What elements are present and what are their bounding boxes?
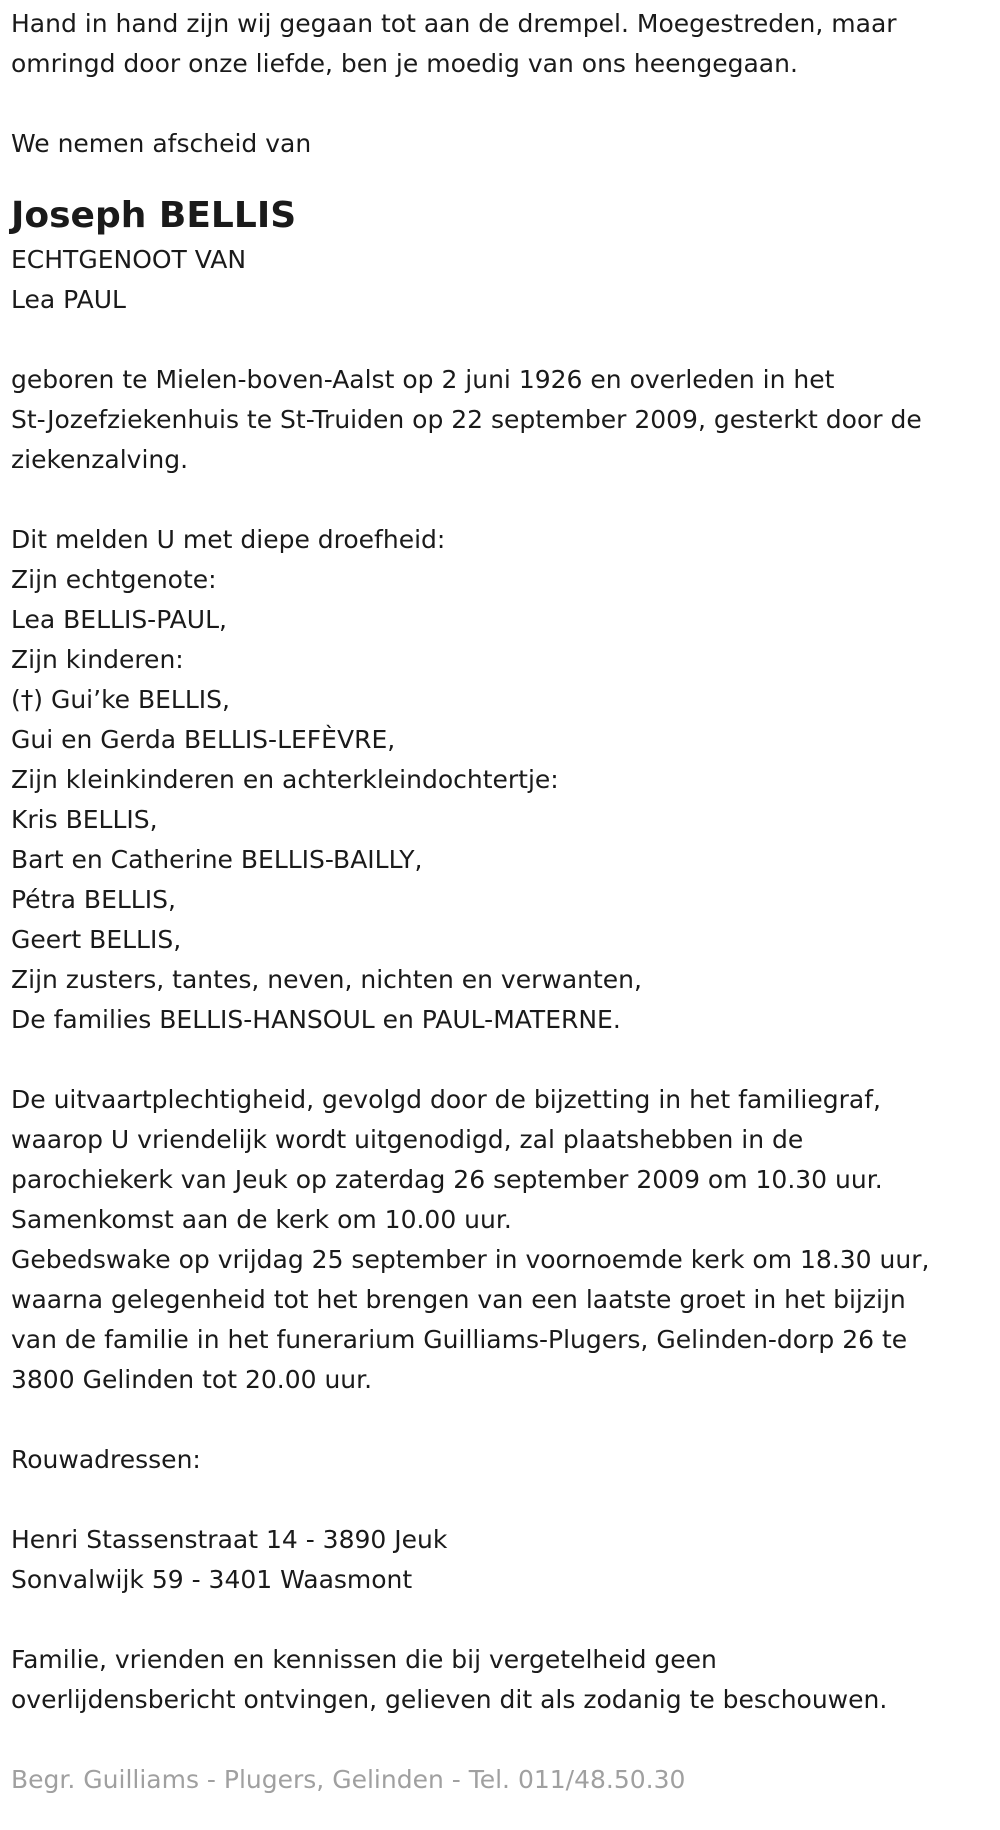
ceremony-line: De uitvaartplechtigheid, gevolgd door de bijzetting in het familiegraf, [11, 1085, 881, 1114]
spacer [11, 1400, 991, 1440]
family-line: Zijn kinderen: [11, 645, 184, 674]
deceased-name: Joseph BELLIS [11, 195, 297, 236]
ceremony-line: waarop U vriendelijk wordt uitgenodigd, zal plaatshebben in de [11, 1125, 804, 1154]
birth-death-line: ziekenzalving. [11, 445, 189, 474]
address-line: Henri Stassenstraat 14 - 3890 Jeuk [11, 1525, 448, 1554]
spacer [11, 1600, 991, 1640]
spacer [11, 320, 991, 360]
family-line: Kris BELLIS, [11, 805, 158, 834]
address-line: Sonvalwijk 59 - 3401 Waasmont [11, 1565, 413, 1594]
birth-death-line: St-Jozefziekenhuis te St-Truiden op 22 september 2009, gesterkt door de [11, 405, 922, 434]
addresses-list [11, 1520, 991, 1600]
family-line: Zijn echtgenote: [11, 565, 217, 594]
birth-death-text [11, 360, 991, 480]
spacer [11, 84, 991, 124]
family-line: Dit melden U met diepe droefheid: [11, 525, 446, 554]
family-line: Gui en Gerda BELLIS-LEFÈVRE, [11, 725, 396, 754]
ceremony-line: van de familie in het funerarium Guilliams-Plugers, Gelinden-dorp 26 te [11, 1325, 908, 1354]
family-line: De families BELLIS-HANSOUL en PAUL-MATERNE. [11, 1005, 621, 1034]
obituary-notice [11, 4, 991, 1800]
ceremony-line: 3800 Gelinden tot 20.00 uur. [11, 1365, 373, 1394]
ceremony-line: waarna gelegenheid tot het brengen van een laatste groet in het bijzijn [11, 1285, 906, 1314]
spouse-label: ECHTGENOOT VAN [11, 245, 247, 274]
birth-death-line: geboren te Mielen-boven-Aalst op 2 juni 1926 en overleden in het [11, 365, 835, 394]
family-line: Lea BELLIS-PAUL, [11, 605, 227, 634]
ceremony-line: Samenkomst aan de kerk om 10.00 uur. [11, 1205, 512, 1234]
spacer [11, 1480, 991, 1520]
intro-line: Hand in hand zijn wij gegaan tot aan de drempel. Moegestreden, maar [11, 9, 897, 38]
closing-text [11, 1640, 991, 1720]
farewell-line: We nemen afscheid van [11, 129, 312, 158]
intro-line: omringd door onze liefde, ben je moedig van ons heengegaan. [11, 49, 798, 78]
addresses-heading: Rouwadressen: [11, 1445, 201, 1474]
spacer [11, 1720, 991, 1760]
spacer [11, 1040, 991, 1080]
ceremony-line: Gebedswake op vrijdag 25 september in voornoemde kerk om 18.30 uur, [11, 1245, 930, 1274]
intro-text [11, 4, 991, 84]
undertaker-footer: Begr. Guilliams - Plugers, Gelinden - Tel. 011/48.50.30 [11, 1765, 686, 1794]
family-line: Bart en Catherine BELLIS-BAILLY, [11, 845, 423, 874]
family-list [11, 520, 991, 1040]
ceremony-text [11, 1080, 991, 1400]
spacer [11, 164, 991, 188]
closing-line: overlijdensbericht ontvingen, gelieven dit als zodanig te beschouwen. [11, 1685, 888, 1714]
family-line: Zijn zusters, tantes, neven, nichten en verwanten, [11, 965, 642, 994]
family-line: Zijn kleinkinderen en achterkleindochtertje: [11, 765, 559, 794]
family-line: (†) Gui’ke BELLIS, [11, 685, 230, 714]
spouse-block [11, 240, 991, 320]
closing-line: Familie, vrienden en kennissen die bij vergetelheid geen [11, 1645, 717, 1674]
spouse-name: Lea PAUL [11, 285, 126, 314]
family-line: Pétra BELLIS, [11, 885, 176, 914]
spacer [11, 480, 991, 520]
family-line: Geert BELLIS, [11, 925, 182, 954]
ceremony-line: parochiekerk van Jeuk op zaterdag 26 september 2009 om 10.30 uur. [11, 1165, 883, 1194]
